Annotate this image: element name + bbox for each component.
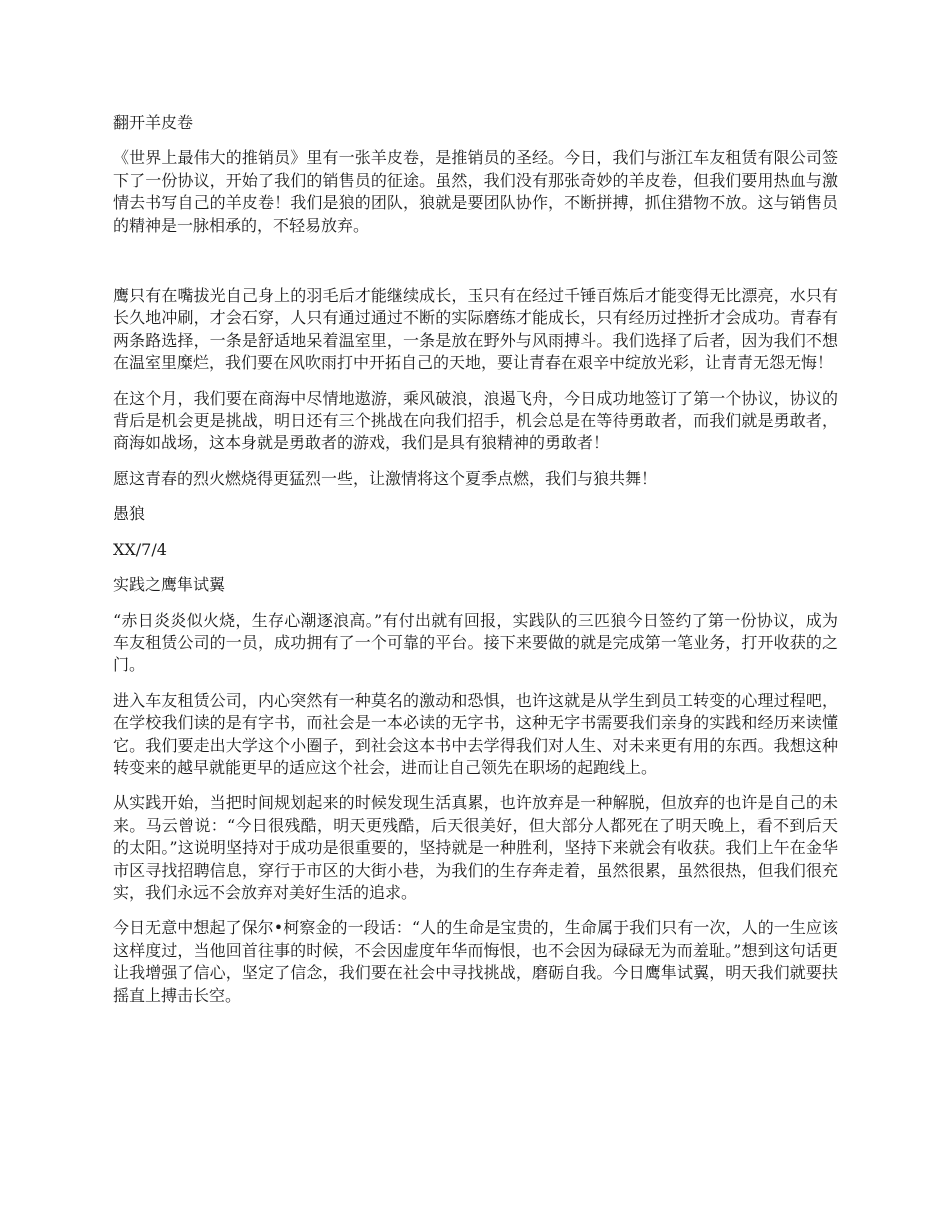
- signature: 愚狼: [113, 504, 146, 524]
- paragraph: 从实践开始，当把时间规划起来的时候发现生活真累，也许放弃是一种解脱，但放弃的也许是自己的未来。马云曾说：“今日很残酷，明天更残酷，后天很美好，但大部分人都死在了明天晚上，看不到后天的太阳。”这说明坚持对于成功是很重要的，坚持就是一种胜利，坚持下来就会有收获。我们上午在金华市区寻找招聘信息，穿行于市区的大街小巷，为我们的生存奔走着，虽然很累，虽然很热，但我们很充实，我们永远不会放弃对美好生活的追求。: [113, 793, 838, 902]
- paragraph: 愿这青春的烈火燃烧得更猛烈一些，让激情将这个夏季点燃，我们与狼共舞！: [113, 468, 658, 488]
- paragraph: 在这个月，我们要在商海中尽情地遨游，乘风破浪，浪遏飞舟，今日成功地签订了第一个协议，协议的背后是机会更是挑战，明日还有三个挑战在向我们招手，机会总是在等待勇敢者，而我们就是勇敢者，商海如战场，这本身就是勇敢者的游戏，我们是具有狼精神的勇敢者！: [113, 388, 838, 453]
- paragraph: “赤日炎炎似火烧，生存心潮逐浪高。”有付出就有回报，实践队的三匹狼今日签约了第一份协议，成为车友租赁公司的一员，成功拥有了一个可靠的平台。接下来要做的就是完成第一笔业务，打开收获的之门。: [113, 610, 838, 675]
- paragraph: 鹰只有在嘴拔光自己身上的羽毛后才能继续成长，玉只有在经过千锤百炼后才能变得无比漂亮，水只有长久地冲刷，才会石穿，人只有通过通过不断的实际磨练才能成长，只有经历过挫折才会成功。青春有两条路选择，一条是舒适地呆着温室里，一条是放在野外与风雨搏斗。我们选择了后者，因为我们不想在温室里糜烂，我们要在风吹雨打中开拓自己的天地，要让青春在艰辛中绽放光彩，让青青无怨无悔！: [113, 286, 838, 373]
- section-heading: 翻开羊皮卷: [113, 113, 194, 132]
- section-heading: 实践之鹰隼试翼: [113, 575, 226, 595]
- paragraph: 进入车友租赁公司，内心突然有一种莫名的激动和恐惧，也许这就是从学生到员工转变的心理过程吧，在学校我们读的是有字书，而社会是一本必读的无字书，这种无字书需要我们亲身的实践和经历来读懂它。我们要走出大学这个小圈子，到社会这本书中去学得我们对人生、对未来更有用的东西。我想这种转变来的越早就能更早的适应这个社会，进而让自己领先在职场的起跑线上。: [113, 690, 838, 777]
- paragraph-gap: [113, 250, 838, 285]
- paragraph: 《世界上最伟大的推销员》里有一张羊皮卷，是推销员的圣经。今日，我们与浙江车友租赁有限公司签下了一份协议，开始了我们的销售员的征途。虽然，我们没有那张奇妙的羊皮卷，但我们要用热血与激情去书写自己的羊皮卷！我们是狼的团队，狼就是要团队协作，不断拼搏，抓住猎物不放。这与销售员的精神是一脉相承的，不轻易放弃。: [113, 148, 838, 235]
- paragraph: 今日无意中想起了保尔•柯察金的一段话：“人的生命是宝贵的，生命属于我们只有一次，人的一生应该这样度过，当他回首往事的时候，不会因虚度年华而悔恨，也不会因为碌碌无为而羞耻。”想到这句话更让我增强了信心，坚定了信念，我们要在社会中寻找挑战，磨砺自我。今日鹰隼试翼，明天我们就要扶摇直上搏击长空。: [113, 918, 838, 1005]
- date: XX/7/4: [113, 539, 167, 559]
